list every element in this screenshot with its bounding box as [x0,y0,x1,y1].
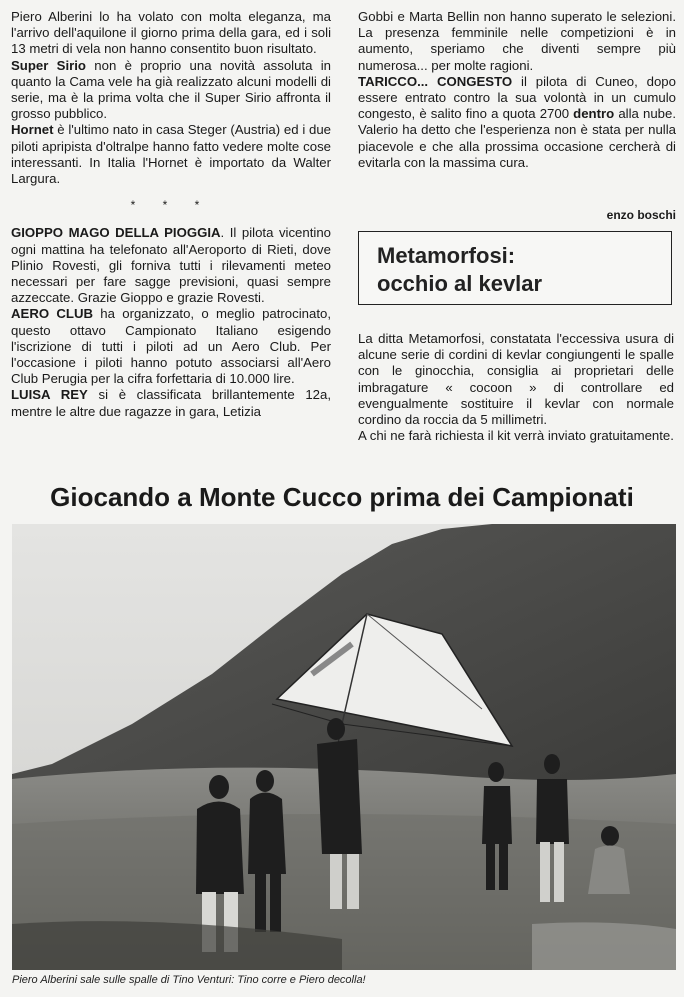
box-title-line-1: Metamorfosi: [377,243,516,268]
author-signature: enzo boschi [606,208,676,222]
taricco-heading: TARICCO... CONGESTO [358,73,513,89]
box-article [358,331,674,444]
hang-glider-photo [12,524,676,970]
hornet-paragraph [11,122,331,187]
taricco-paragraph [358,74,676,171]
box-title-line-2: occhio al kevlar [377,271,543,296]
taricco-bold-word: dentro [573,106,615,122]
taricco-text-2: alla nube. Valerio ha detto che l'esperienza non è stata per nulla piacevole e che alla prossima occasione cercherà di evitarla con la massima cura. [358,106,676,170]
hornet-heading: Hornet [11,122,54,138]
taricco-text-1: il pilota di Cuneo, dopo essere entrato contro la sua volontà in un cumulo congesto, è salito fino a quota 2700 [358,73,676,122]
aero-club-paragraph [11,306,331,387]
photo-headline: Giocando a Monte Cucco prima dei Campionati [50,482,634,512]
box-title [377,242,542,298]
hornet-text: è l'ultimo nato in casa Steger (Austria) ed i due piloti apripista d'oltralpe hanno fatto vedere molte cose interessanti. In Italia l'Hornet è importato da Walter Largura. [11,122,331,187]
aero-club-text: ha organizzato, o meglio patrocinato, questo ottavo Campionato Italiano esigendo l'iscrizione di tutti i piloti ad un Aero Club. Per l'occasione i piloti hanno potuto associarsi all'Aero Club Perugia per la cifra forfettaria di 10.000 lire. [11,306,331,387]
luisa-paragraph [11,387,331,419]
box-article-text: La ditta Metamorfosi, constatata l'eccessiva usura di alcune serie di cordini di kevlar congiungenti le spalle con le ginocchia, consiglia ai proprietari delle imbragature « cocoon » di controllare ed evengualmente sostituire il kevlar con normale cordino da roccia da 5 millimetri. [358,331,674,428]
box-article-text-2: A chi ne farà richiesta il kit verrà inviato gratuitamente. [358,428,674,444]
luisa-heading: LUISA REY [11,387,88,403]
super-sirio-paragraph [11,58,331,123]
right-column [358,9,676,171]
section-separator: * * * [130,198,212,213]
gioppo-paragraph [11,225,331,306]
aero-club-heading: AERO CLUB [11,306,94,322]
intro-paragraph: Piero Alberini lo ha volato con molta eleganza, ma l'arrivo dell'aquilone il giorno prima della gara, ed i soli 13 metri di vela non hanno consentito buon risultato. [11,9,331,57]
metamorfosi-box [358,231,672,305]
super-sirio-heading: Super Sirio [11,57,86,73]
luisa-text: si è classificata brillantemente 12a, mentre le altre due ragazze in gara, Letizia [11,387,331,419]
photo-caption: Piero Alberini sale sulle spalle di Tino Venturi: Tino corre e Piero decolla! [12,974,366,986]
gioppo-heading: GIOPPO MAGO DELLA PIOGGIA [11,225,221,241]
left-column [11,9,331,420]
gioppo-text: . Il pilota vicentino ogni mattina ha telefonato all'Aeroporto di Rieti, dove Plinio Rovesti, gli forniva tutti i rilevamenti meteo necessari per fare sagge previsioni, quasi sempre azzeccate. Grazie Gioppo e grazie Rovesti. [11,225,331,306]
continued-paragraph: Gobbi e Marta Bellin non hanno superato le selezioni. La presenza femminile nelle competizioni è in aumento, speriamo che diventi sempre più numerosa... per molte ragioni. [358,9,676,73]
super-sirio-text: non è proprio una novità assoluta in quanto la Cama vele ha già realizzato alcuni modelli di serie, ma è la prima volta che il Super Sirio affronta il grosso pubblico. [11,57,331,122]
